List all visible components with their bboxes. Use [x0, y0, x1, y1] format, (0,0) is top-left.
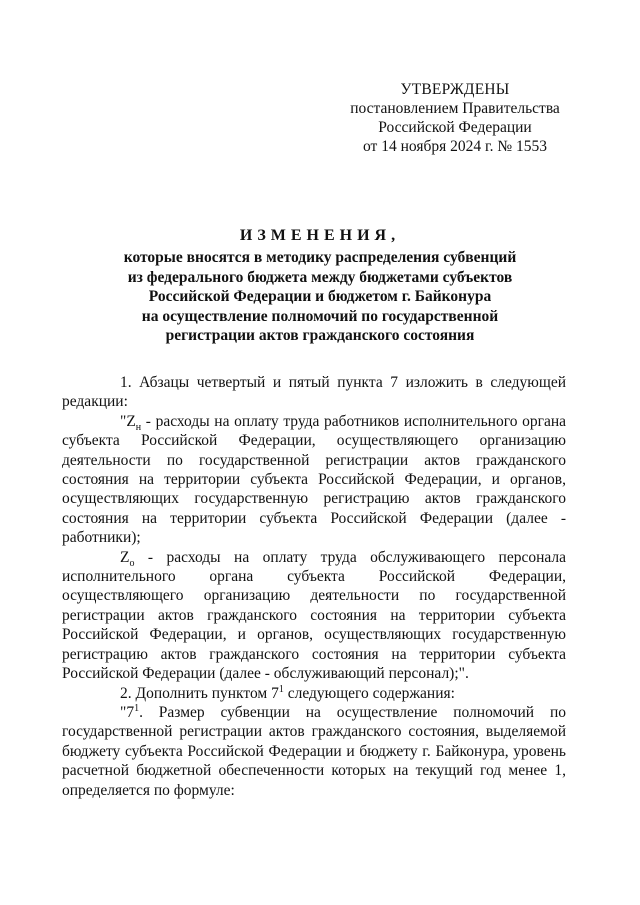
paragraph-1: 1. Абзацы четвертый и пятый пункта 7 изложить в следующей редакции:	[62, 374, 566, 411]
paragraph-2	[62, 412, 566, 548]
approved-heading: УТВЕРЖДЕНЫ	[400, 81, 510, 98]
approved-line-3: от 14 ноября 2024 г. № 1553	[363, 138, 547, 155]
subscript: о	[129, 557, 135, 569]
approval-stamp	[330, 80, 580, 156]
formula-symbol: "Z	[120, 412, 136, 430]
paragraph-text: - расходы на оплату труда работников исполнительного органа субъекта Российской Федерации, осуществляющего организацию деятельности по государственной регистрации актов гражданского состояния на территории субъекта Российской Федерации, и органов, осуществляющих государственную регистрацию актов гражданского состояния на территории субъекта Российской Федерации (далее - работники);	[62, 412, 566, 547]
paragraph-5	[62, 703, 566, 800]
title-word: ИЗМЕНЕНИЯ,	[239, 227, 401, 244]
document-body	[62, 373, 566, 800]
formula-symbol: Z	[120, 548, 130, 566]
title-line: из федерального бюджета между бюджетами субъектов	[127, 268, 513, 286]
paragraph-text: 2. Дополнить пунктом 7	[120, 684, 279, 702]
superscript: 1	[278, 683, 284, 695]
title-line: на осуществление полномочий по государственной	[141, 307, 499, 325]
paragraph-text: "7	[120, 703, 135, 721]
title-line: которые вносятся в методику распределения субвенций	[123, 249, 517, 266]
paragraph-text: - расходы на оплату труда обслуживающего персонала исполнительного органа субъекта Российской Федерации, осуществляющего организацию деятельности по государственной регистрации актов гражданского состояния на территории субъекта Российской Федерации, и органов, осуществляющих государственную регистрацию актов гражданского состояния на территории субъекта Российской Федерации (далее - обслуживающий персонал);".	[62, 548, 566, 683]
subscript: н	[135, 421, 142, 433]
paragraph-text: . Размер субвенции на осуществление полномочий по государственной регистрации актов гражданского состояния, выделяемой бюджету субъекта Российской Федерации и бюджету г. Байконура, уровень расчетной бюджетной обеспеченности которых на текущий год менее 1, определяется по формуле:	[62, 703, 566, 799]
paragraph-4	[62, 684, 566, 703]
approved-line-1: постановлением Правительства	[350, 100, 560, 117]
paragraph-text: следующего содержания:	[283, 684, 455, 702]
title-line: Российской Федерации и бюджетом г. Байконура	[148, 288, 492, 305]
approved-line-2: Российской Федерации	[378, 119, 532, 136]
document-title	[60, 226, 580, 346]
title-line: регистрации актов гражданского состояния	[165, 327, 475, 344]
paragraph-3	[62, 548, 566, 684]
superscript: 1	[134, 702, 140, 714]
title-subtitle	[60, 248, 580, 346]
